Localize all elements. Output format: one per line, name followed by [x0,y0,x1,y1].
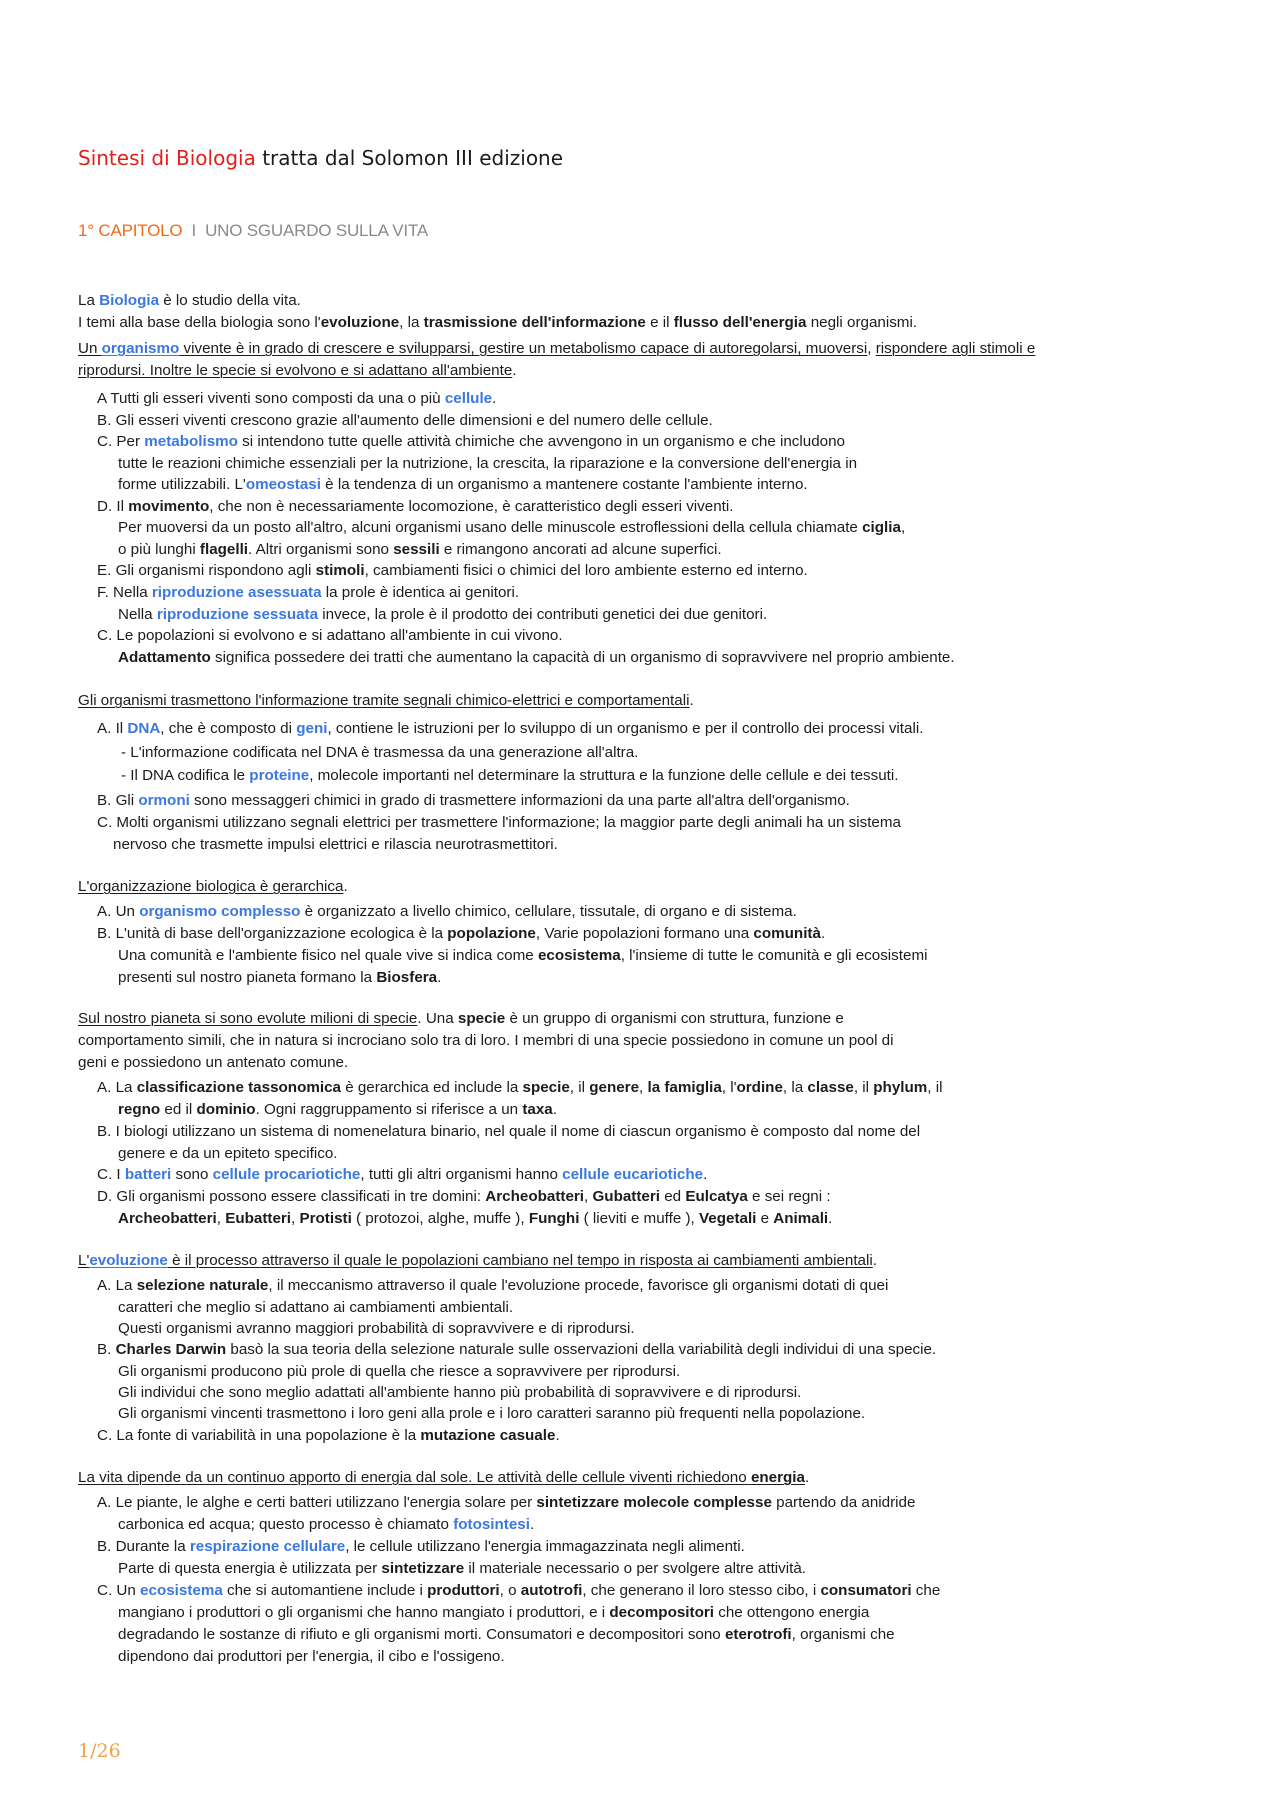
bold-term: mutazione casuale [420,1427,556,1444]
text-run: Gli organismi producono più prole di quella che riesce a sopravvivere per riprodursi. [118,1363,681,1380]
text-line [118,519,905,537]
text-run: è un gruppo di organismi con struttura, funzione e [505,1010,844,1027]
text-run: La vita dipende da un continuo apporto di energia dal sole. Le attività delle cellule viventi richiedono [78,1469,751,1486]
text-run: . Ogni raggruppamento si riferisce a un [255,1101,523,1118]
text-line [97,498,734,516]
bold-term: Biosfera [376,969,438,986]
text-run: presenti sul nostro pianeta formano la [118,969,377,986]
text-run: . [804,1469,810,1486]
bold-term: taxa [522,1101,553,1118]
text-line [118,969,441,987]
text-run: che ottengono energia [714,1604,870,1621]
text-run: A. La [97,1079,137,1096]
text-run: Sul nostro pianeta si sono evolute milioni di specie [78,1010,418,1027]
text-line [118,476,808,494]
text-run: , il [853,1079,874,1096]
text-line [118,1363,680,1381]
text-run: , [867,340,876,357]
text-run: Gli organismi vincenti trasmettono i loro geni alla prole e i loro caratteri saranno più frequenti nella popolazione. [118,1405,866,1422]
text-run: . [512,362,517,379]
bold-term: selezione naturale [136,1277,269,1294]
bold-term: decompositori [609,1604,714,1621]
bold-term: eterotrofi [724,1626,792,1643]
text-run: - L'informazione codificata nel DNA è trasmessa da una generazione all'altra. [121,744,639,761]
text-run: . [703,1166,708,1183]
text-run: , tutti gli altri organismi hanno [360,1166,563,1183]
text-run: e sei regni : [747,1188,831,1205]
text-run: basò la sua teoria della selezione naturale sulle osservazioni della variabilità degli individui di una specie. [226,1341,937,1358]
text-run: invece, la prole è il prodotto dei contributi genetici dei due genitori. [318,606,768,623]
text-run: C. Un [97,1582,141,1599]
text-run: Parte di questa energia è utilizzata per [118,1560,382,1577]
text-run: è organizzato a livello chimico, cellulare, tissutale, di organo e di sistema. [300,903,797,920]
keyword-term: ecosistema [140,1582,223,1599]
text-line [118,1648,505,1666]
chapter-name: UNO SGUARDO SULLA VITA [205,221,429,240]
text-run: ( lieviti e muffe ), [579,1210,699,1227]
bold-term: Eubatteri [225,1210,292,1227]
text-run: , che generano il loro stesso cibo, i [582,1582,821,1599]
bold-term: stimoli [315,562,365,579]
text-run: L'organizzazione biologica è gerarchica [78,878,344,895]
bold-term: comunità [753,925,821,942]
bold-term: ciglia [862,519,901,536]
text-run: . Altri organismi sono [248,541,394,558]
bold-term: Funghi [528,1210,580,1227]
text-run: , cambiamenti fisici o chimici del loro ambiente esterno ed interno. [364,562,808,579]
text-line [118,541,722,559]
bold-term: energia [750,1469,805,1486]
keyword-term: metabolismo [144,433,238,450]
text-run: , il [927,1079,943,1096]
text-run: degradando le sostanze di rifiuto e gli organismi morti. Consumatori e decompositori sono [118,1626,725,1643]
text-line [97,1166,707,1184]
text-line [78,340,1035,358]
text-line [78,1032,893,1050]
text-run: C. Molti organismi utilizzano segnali elettrici per trasmettere l'informazione; la maggior parte degli animali ha un sistema [97,814,901,831]
keyword-term: batteri [124,1166,172,1183]
text-run: . [492,390,497,407]
keyword-term: DNA [127,720,161,737]
text-run: , [291,1210,300,1227]
text-run: comportamento simili, che in natura si incrociano solo tra di loro. I membri di una specie possiedono in comune un pool di [78,1032,894,1049]
text-run: Nella [118,606,157,623]
keyword-term: Biologia [99,292,160,309]
text-line [97,1582,940,1600]
text-run: , l'insieme di tutte le comunità e gli ecosistemi [620,947,928,964]
text-run: C. I [97,1166,125,1183]
bold-term: Archeobatteri [118,1210,217,1227]
text-line [118,1626,895,1644]
text-run: B. Durante la [97,1538,190,1555]
text-run: , Varie popolazioni formano una [535,925,754,942]
text-line [113,836,558,854]
text-line [78,292,301,310]
text-run: Gli individui che sono meglio adattati all'ambiente hanno più probabilità di sopravvivere e di riprodursi. [118,1384,802,1401]
bold-term: produttori [427,1582,500,1599]
text-run: , [639,1079,648,1096]
text-run: C. Le popolazioni si evolvono e si adattano all'ambiente in cui vivono. [97,627,563,644]
text-run: partendo da anidride [771,1494,916,1511]
keyword-term: geni [296,720,328,737]
text-run: I temi alla base della biologia sono l' [78,314,321,331]
text-run: . Una [417,1010,458,1027]
text-run: , molecole importanti nel determinare la struttura e la funzione delle cellule e dei tessuti. [309,767,899,784]
bold-term: classificazione tassonomica [136,1079,341,1096]
bold-term: Archeobatteri [485,1188,585,1205]
text-run: C. La fonte di variabilità in una popolazione è la [97,1427,421,1444]
text-line [118,947,927,965]
text-line [97,720,923,738]
bold-term: Adattamento [118,649,211,666]
text-line [118,606,767,624]
text-run: , organismi che [791,1626,895,1643]
document-title-rest: tratta dal Solomon III edizione [255,146,564,170]
text-line [118,1384,801,1402]
text-run: , [584,1188,593,1205]
text-line [118,455,857,473]
bold-term: Eulcatya [685,1188,748,1205]
bold-term: sintetizzare molecole complesse [536,1494,772,1511]
text-run: il materiale necessario o per svolgere altre attività. [464,1560,807,1577]
text-run: D. Gli organismi possono essere classificati in tre domini: [97,1188,486,1205]
text-run: , contiene le istruzioni per lo sviluppo di un organismo e per il controllo dei processi vitali. [327,720,924,737]
page-number: 1/26 [78,1740,121,1762]
bold-term: Charles Darwin [115,1341,227,1358]
text-line [97,1427,560,1445]
text-run: , o [499,1582,521,1599]
bold-term: sessili [393,541,440,558]
bold-term: specie [457,1010,506,1027]
text-line [97,1494,915,1512]
text-run: Gli organismi trasmettono l'informazione tramite segnali chimico-elettrici e comportamentali [78,692,690,709]
text-run: - Il DNA codifica le [121,767,250,784]
text-run: la prole è identica ai genitori. [321,584,520,601]
text-line [97,1538,745,1556]
bold-term: Animali [773,1210,829,1227]
text-run: che si automantiene include i [222,1582,428,1599]
text-line [97,627,563,645]
text-run: A Tutti gli esseri viventi sono composti da una o più [97,390,445,407]
text-run: è il processo attraverso il quale le popolazioni cambiano nel tempo in risposta ai cambiamenti ambientali [167,1252,873,1269]
text-run: , la [399,314,424,331]
keyword-term: fotosintesi [453,1516,530,1533]
text-run: , le cellule utilizzano l'energia immagazzinata negli alimenti. [345,1538,745,1555]
text-run: , la [782,1079,808,1096]
text-line [78,1252,877,1270]
text-run: forme utilizzabili. L' [118,476,246,493]
text-line [121,767,898,785]
text-run: B. I biologi utilizzano un sistema di nomenelatura binario, nel quale il nome di ciascun organismo è composto dal nome del [97,1123,921,1140]
text-line [97,584,519,602]
text-line [97,390,496,408]
text-line [118,1320,635,1338]
text-line [97,903,797,921]
bold-term: ecosistema [537,947,621,964]
text-line [97,1188,831,1206]
text-run: Questi organismi avranno maggiori probabilità di sopravvivere e di riprodursi. [118,1320,635,1337]
text-run: riprodursi. Inoltre le specie si evolvono e si adattano all'ambiente [78,362,513,379]
text-run: sono [171,1166,213,1183]
text-run: Una comunità e l'ambiente fisico nel quale vive si indica come [118,947,538,964]
text-run: . [820,925,826,942]
chapter-number: 1° CAPITOLO [78,221,183,240]
text-line [97,1341,936,1359]
text-line [97,814,901,832]
text-line [78,314,917,332]
text-run: A. Il [97,720,128,737]
text-run: A. Un [97,903,140,920]
keyword-term: organismo [101,340,180,357]
text-run: genere e da un epiteto specifico. [118,1145,338,1162]
bold-term: consumatori [820,1582,912,1599]
text-run: nervoso che trasmette impulsi elettrici e rilascia neurotrasmettitori. [113,836,558,853]
text-run: . [437,969,442,986]
text-line [78,1469,809,1487]
text-run: dipendono dai produttori per l'energia, il cibo e l'ossigeno. [118,1648,505,1665]
text-line [97,1079,942,1097]
text-run: L' [78,1252,90,1269]
text-line [97,412,713,430]
text-line [118,1560,806,1578]
text-run: La [78,292,100,309]
text-line [78,1010,844,1028]
text-run: . [828,1210,833,1227]
text-line [118,1210,832,1228]
text-line [118,1299,513,1317]
text-run: . [529,1516,535,1533]
text-line [118,1145,338,1163]
text-line [118,1101,557,1119]
text-run: B. Gli [97,792,139,809]
keyword-term: riproduzione asessuata [151,584,322,601]
text-run: che [911,1582,941,1599]
keyword-term: organismo complesso [139,903,301,920]
keyword-term: proteine [249,767,310,784]
text-run: è lo studio della vita. [159,292,301,309]
text-run: A. Le piante, le alghe e certi batteri utilizzano l'energia solare per [97,1494,537,1511]
text-run: D. Il [97,498,129,515]
keyword-term: respirazione cellulare [189,1538,346,1555]
text-run: geni e possiedono un antenato comune. [78,1054,349,1071]
text-run: , che è composto di [160,720,297,737]
bold-term: autotrofi [520,1582,583,1599]
text-run: rispondere agli stimoli e [875,340,1036,357]
text-run: A. La [97,1277,137,1294]
text-line [97,792,850,810]
bold-term: sintetizzare [381,1560,465,1577]
text-line [78,692,694,710]
text-run: B. [97,1341,116,1358]
text-run: B. L'unità di base dell'organizzazione ecologica è la [97,925,448,942]
keyword-term: cellule eucariotiche [562,1166,704,1183]
text-line [118,1405,865,1423]
keyword-term: ormoni [138,792,190,809]
text-run: . [343,878,348,895]
text-run: e [756,1210,774,1227]
text-run: ed [660,1188,686,1205]
bold-term: genere [589,1079,640,1096]
text-run: . [555,1427,560,1444]
text-run: negli organismi. [806,314,918,331]
text-run: caratteri che meglio si adattano ai cambiamenti ambientali. [118,1299,514,1316]
text-line [97,925,825,943]
text-line [78,362,517,380]
bold-term: evoluzione [320,314,400,331]
text-run: . [689,692,694,709]
text-run: tutte le reazioni chimiche essenziali per la nutrizione, la crescita, la riparazione e la conversione dell'energia in [118,455,858,472]
text-line [78,878,348,896]
bold-term: movimento [128,498,210,515]
keyword-term: cellule [444,390,493,407]
bold-term: dominio [196,1101,256,1118]
bold-term: specie [522,1079,570,1096]
text-run: significa possedere dei tratti che aumentano la capacità di un organismo di sopravvivere nel proprio ambiente. [210,649,955,666]
text-run: Per muoversi da un posto all'altro, alcuni organismi usano delle minuscole estroflessioni della cellula chiamate [118,519,863,536]
document-title-highlight: Sintesi di Biologia [78,146,256,170]
bold-term: Protisti [299,1210,352,1227]
bold-term: Gubatteri [592,1188,660,1205]
text-run: vivente è in grado di crescere e svilupparsi, gestire un metabolismo capace di autoregolarsi, muoversi [179,340,868,357]
text-run: si intendono tutte quelle attività chimiche che avvengono in un organismo e che includono [237,433,846,450]
text-run: . [872,1252,877,1269]
bold-term: regno [118,1101,161,1118]
text-line [97,1277,888,1295]
text-run: sono messaggeri chimici in grado di trasmettere informazioni da una parte all'altra dell'organismo. [189,792,850,809]
text-run: , il meccanismo attraverso il quale l'evoluzione procede, favorisce gli organismi dotati di quei [268,1277,889,1294]
bold-term: la famiglia [647,1079,722,1096]
text-run: , [900,519,906,536]
text-line [97,1123,920,1141]
text-line [97,562,808,580]
keyword-term: omeostasi [245,476,321,493]
text-run: mangiano i produttori o gli organismi che hanno mangiato i produttori, e i [118,1604,610,1621]
bold-term: Vegetali [699,1210,757,1227]
bold-term: ordine [736,1079,783,1096]
keyword-term: cellule procariotiche [212,1166,361,1183]
text-run: , che non è necessariamente locomozione, è caratteristico degli esseri viventi. [209,498,734,515]
bold-term: classe [807,1079,854,1096]
text-line [118,649,955,667]
bold-term: phylum [873,1079,928,1096]
text-run: carbonica ed acqua; questo processo è chiamato [118,1516,454,1533]
text-run: Un [78,340,102,357]
bold-term: trasmissione dell'informazione [423,314,646,331]
bold-term: flusso dell'energia [673,314,807,331]
chapter-separator: I [191,221,197,240]
text-line [97,433,845,451]
text-run: , [216,1210,226,1227]
keyword-term: riproduzione sessuata [156,606,319,623]
text-run: C. Per [97,433,145,450]
text-run: F. Nella [97,584,152,601]
text-run: e rimangono ancorati ad alcune superfici. [439,541,722,558]
text-run: o più lunghi [118,541,200,558]
bold-term: flagelli [199,541,249,558]
text-run: è gerarchica ed include la [340,1079,523,1096]
text-run: B. Gli esseri viventi crescono grazie all'aumento delle dimensioni e del numero delle cellule. [97,412,713,429]
text-run: ed il [160,1101,197,1118]
keyword-term: evoluzione [89,1252,168,1269]
text-run: e il [645,314,674,331]
text-run: ( protozoi, alghe, muffe ), [351,1210,529,1227]
text-run: . [552,1101,557,1118]
text-line [118,1516,534,1534]
text-run: , l' [721,1079,737,1096]
text-line [78,1054,348,1072]
text-line [121,744,638,762]
text-line [118,1604,869,1622]
text-run: E. Gli organismi rispondono agli [97,562,316,579]
text-run: , il [569,1079,590,1096]
bold-term: popolazione [447,925,536,942]
text-run: è la tendenza di un organismo a mantenere costante l'ambiente interno. [320,476,808,493]
